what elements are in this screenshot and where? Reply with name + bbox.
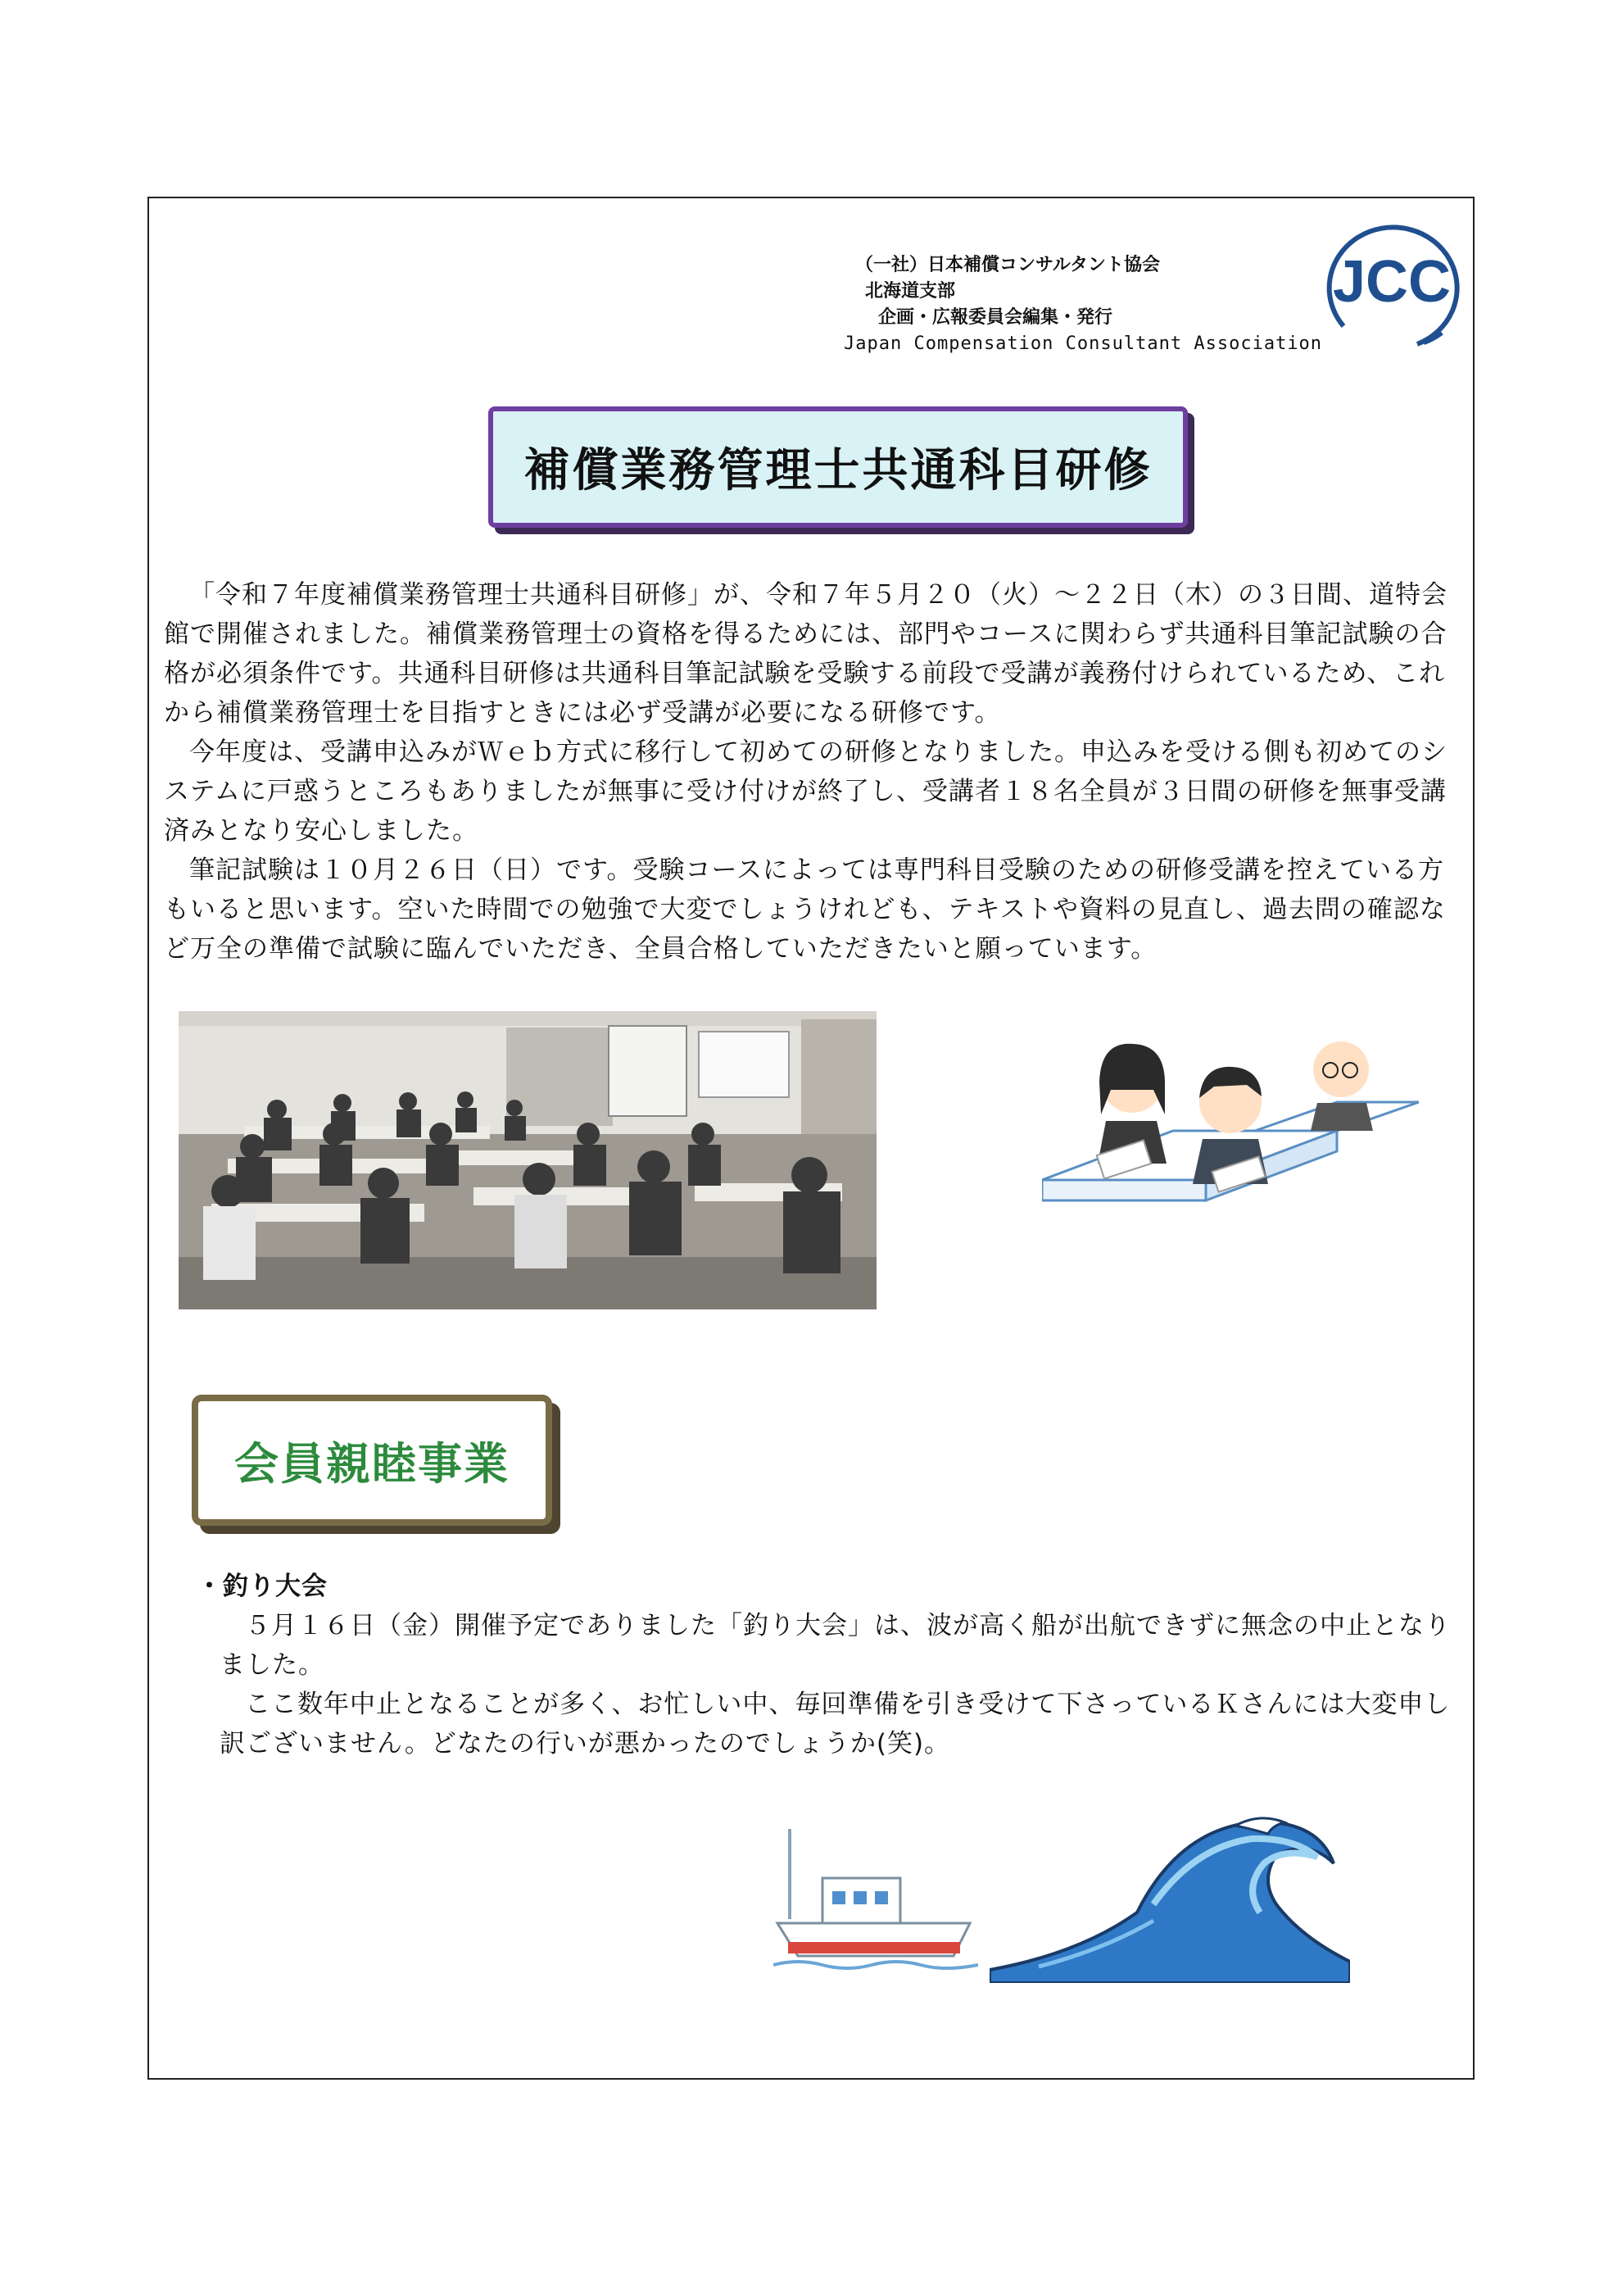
section1-title-box bbox=[488, 406, 1188, 528]
section2-body bbox=[197, 1567, 1466, 1763]
section2-title: 会員親睦事業 bbox=[234, 1437, 510, 1490]
fishing-subheading: ・釣り大会 bbox=[197, 1572, 328, 1601]
section1-body bbox=[164, 575, 1462, 969]
org-name: （一社）日本補償コンサルタント協会 bbox=[855, 255, 1161, 275]
paragraph: 今年度は、受講申込みがＷｅｂ方式に移行して初めての研修となりました。申込みを受ける側も初めてのシステムに戸惑うところもありましたが無事に受け付けが終了し、受講者１８名全員が３日間の研修を無事受講済みとなり安心しました。 bbox=[164, 737, 1448, 846]
wave-illustration bbox=[990, 1814, 1350, 1983]
seminar-photo bbox=[179, 1011, 877, 1309]
paragraph: ５月１６日（金）開催予定でありました「釣り大会」は、波が高く船が出航できずに無念の中止となりました。 bbox=[220, 1611, 1451, 1680]
paragraph: 筆記試験は１０月２６日（日）です。受験コースによっては専門科目受験のための研修受講を控えている方もいると思います。空いた時間での勉強で大変でしょうけれども、テキストや資料の見直し、過去問の確認など万全の準備で試験に臨んでいただき、全員合格していただきたいと願っています。 bbox=[164, 855, 1446, 964]
meeting-illustration bbox=[1042, 1024, 1419, 1270]
org-name-en: Japan Compensation Consultant Association bbox=[844, 334, 1323, 354]
logo-text: JCC bbox=[1332, 249, 1452, 315]
paragraph: ここ数年中止となることが多く、お忙しい中、毎回準備を引き受けて下さっているＫさんには大変申し訳ございません。どなたの行いが悪かったのでしょうか(笑)。 bbox=[220, 1690, 1451, 1758]
publisher-info bbox=[844, 252, 1323, 357]
boat-illustration bbox=[773, 1821, 978, 1976]
paragraph: 「令和７年度補償業務管理士共通科目研修」が、令和７年５月２０（火）～２２日（木）の３日間、道特会館で開催されました。補償業務管理士の資格を得るためには、部門やコースに関わらず共通科目筆記試験の合格が必須条件です。共通科目研修は共通科目筆記試験を受験する前段で受講が義務付けられているため、これから補償業務管理士を目指すときには必ず受講が必要になる研修です。 bbox=[164, 580, 1448, 728]
branch-name: 北海道支部 bbox=[865, 281, 956, 302]
section1-title: 補償業務管理士共通科目研修 bbox=[523, 444, 1153, 497]
jcc-logo bbox=[1319, 220, 1465, 351]
section2-title-box bbox=[192, 1395, 552, 1526]
publisher-line: 企画・広報委員会編集・発行 bbox=[878, 307, 1113, 328]
